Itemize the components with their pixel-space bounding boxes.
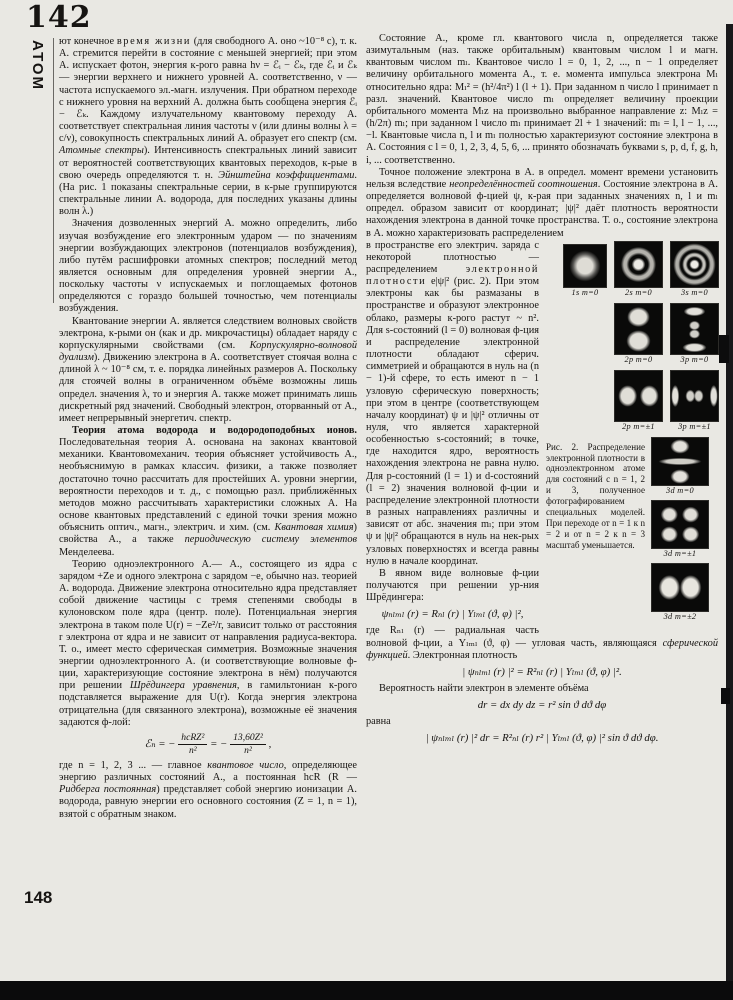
figure-row-p0-states <box>546 304 718 366</box>
figure-row-s-states <box>546 242 718 299</box>
paragraph: В явном виде волновые ф-ции получаются при решении ур-ния Шрёдингера: <box>366 567 539 604</box>
scan-edge-right <box>726 24 733 982</box>
orbital-label-2s: 2s m=0 <box>625 287 652 297</box>
orbital-image-2p-m1 <box>615 371 662 421</box>
scan-blot <box>721 688 730 704</box>
figure-item <box>652 564 708 623</box>
figure-item <box>564 245 606 299</box>
orbital-image-3d-m2 <box>652 564 708 611</box>
paragraph: Вероятность найти электрон в элементе объёма <box>379 682 589 694</box>
figure-item <box>615 371 662 433</box>
orbital-image-1s <box>564 245 606 287</box>
margin-title-label: АТОМ <box>29 40 46 92</box>
orbital-image-3d-m1 <box>652 501 708 548</box>
orbital-image-2p-m0 <box>615 304 662 354</box>
orbital-label-2p-m1: 2p m=±1 <box>622 421 655 431</box>
orbital-label-3s: 3s m=0 <box>681 287 708 297</box>
paragraph: Точное положение электрона в А. в определ. момент времени установить нельзя вследствие неопределённостей соотношения. Состояние электрона в А. определяется волновой ф-цией ψ, к-рая при заданных значениях n, l и mₗ определ. образом зависит от координат; |ψ|² даёт плотность вероятности нахождения электрона в данной точке пространства. Т. о., состояние электрона в А. можно характеризовать распределением <box>366 166 718 239</box>
paragraph: где n = 1, 2, 3 ... — главное квантовое число, определяющее энергию различных состояний А., а постоянная hcR (R — Ридберга постоянная) представляет собой энергию ионизации А. водорода, равную энергии его основного состояния (Z = 1, n = 1), взятой с обратным знаком. <box>59 759 357 820</box>
figure-caption: Рис. 2. Распределение электронной плотности в одноэлектронном атоме для состояний с n = 1, 2 и 3, полученное фотографированием специальных моделей. При переходе от n = 1 к n = 2 и от n = 2 к n = 3 масштаб уменьшается. <box>546 441 645 550</box>
paragraph: Квантование энергии А. является следствием волновых свойств электрона, к-рыми он (как и др. микрочастицы) обладает наряду с корпускулярными свойствами (см. Корпускулярно-волновой дуализм). Движению электрона в А. соответствует стоячая волна с длиной λ ~ 10⁻⁸ см, т. е. порядка линейных размеров А. Поскольку для стоячей волны в ограниченном объёме возможны лишь определ. значения λ, то и энергия А. также может принимать лишь дискретный ряд значений. Свободный электрон, оторванный от А., имеет непрерывный энергетич. спектр. <box>59 315 357 424</box>
orbital-label-3d-m1: 3d m=±1 <box>663 548 697 558</box>
probability-formula: | ψₙₗₘₗ (r) |² dr = R²ₙₗ (r) r² | Yₗₘₗ (ϑ, φ) |² sin ϑ dϑ dφ. <box>425 732 659 745</box>
figure-bottom <box>546 438 718 627</box>
orbital-label-3d-m2: 3d m=±2 <box>663 611 697 621</box>
orbital-image-2s <box>615 242 662 287</box>
orbital-label-2p-m0: 2p m=0 <box>624 354 653 364</box>
paragraph: Теорию одноэлектронного А.— А., состоящего из ядра с зарядом +Ze и одного электрона с зарядом −e, обычно наз. теорией А. водорода. Движение электрона относительно ядра представляет собой движение частицы с тремя степенями свободы в кулоновском поле ядра (центр. поле). Потенциальная энергия электрона в таком поле U(r) = −Ze²/r, зависит только от расстояния r электрона от ядра и не зависит от направления радиуса-вектора. Т. о., имеет место сферическая симметрия. Возможные значения энергии одноэлектронного А. (и соответствующие волновые ф-ции, характеризующие состояние электрона в нём) получаются при решении Шрёдингера уравнения, в гамильтониан к-рого подставляется выражение для U(r). Когда энергия электрона отрицательна (для связанного электрона), возможные её значения задаются ф-лой: <box>59 558 357 728</box>
figure-item <box>615 242 662 299</box>
paragraph: равна <box>366 715 391 727</box>
orbital-image-3s <box>671 242 718 287</box>
page-number-top: 142 <box>26 0 92 35</box>
scan-edge-bottom <box>0 981 733 1000</box>
formula-mid: = − <box>210 737 228 750</box>
figure-2 <box>546 242 718 627</box>
figure-item <box>615 304 662 366</box>
fraction <box>230 733 266 756</box>
scan-blot <box>719 335 729 363</box>
figure-item <box>652 501 708 560</box>
paragraph: в пространстве его электрич. заряда с некоторой плотностью — распределением электронной плотности e|ψ|² (рис. 2). При этом электроны как бы размазаны в пространстве и образуют электронное облако, размеры к-рого растут ~ n². Для s-состояний (l = 0) волновая ф-ция и распределение электронной плотности обладают сферич. симметрией и обращаются в нуль на (n − 1)-й сфере, то есть имеют n − 1 узловую сферическую поверхность; при этом в центре (соответствующем началу координат) ψ и |ψ|² отличны от нуля, что является характерной особенностью s-состояний; в точке, где находится ядро, вероятность нахождения электрона не равна нулю. Для p-состояний (l = 1) и d-состояний (l = 2) значения волновой ф-ции и распределение электронной плотности в разных направлениях различны и зависят от абс. значения mₗ; при этом ψ и |ψ|² обращаются в нуль на нек-рых узловых поверхностях и всегда равны нулю в начале координат. <box>366 239 539 567</box>
figure-item <box>671 371 718 433</box>
left-column <box>59 36 357 821</box>
paragraph: где Rₙₗ (r) — радиальная часть волновой ф-ции, а Yₗₘₗ (ϑ, φ) — угловая часть, являющаяся сферической функцией. Электронная плотность <box>366 625 718 661</box>
volume-element-formula: dr = dx dy dz = r² sin ϑ dϑ dφ <box>477 698 607 711</box>
figure-row-p1-states <box>546 371 718 433</box>
paragraph: Теория атома водорода и водородоподобных ионов. Последовательная теория А. основана на законах квантовой механики. Квантовомеханич. теория объясняет устойчивость А., необъяснимую в рамках классич. физики, а также позволяет достаточно точно рассчитать для простейших А. уровни энергии, вероятности переходов и т. д., с помощью разл. приближённых методов можно рассчитывать характеристики сложных А. На основе квантовых представлений с единой точки зрения можно объяснить оптич., магн., электрич. и хим. (см. Квантовая химия) свойства А., а также периодическую систему элементов Менделеева. <box>59 425 357 558</box>
denominator: n² <box>188 744 197 756</box>
figure-item <box>671 242 718 299</box>
figure-item <box>671 304 718 366</box>
density-formula: | ψₙₗₘₗ (r) |² = R²ₙₗ (r) | Yₗₘₗ (ϑ, φ) |². <box>462 665 622 678</box>
wavefunction-formula: ψₙₗₘₗ (r) = Rₙₗ (r) | Yₗₘₗ (ϑ, φ) |², <box>381 608 524 621</box>
denominator: n² <box>244 744 252 756</box>
paragraph: Значения дозволенных энергий А. можно определить, либо изучая возбуждение его электронным ударом — по значениям энергии возбуждающих электронов (потенциалов возбуждения), либо путём расшифровки атомных спектров; последний метод является основным для определения уровней энергии А., поскольку частоты ν испускаемых и поглощаемых фотонов определяются с гораздо большей точностью, чем потенциалы возбуждения. <box>59 218 357 315</box>
right-column <box>366 33 718 749</box>
page-number-bottom: 148 <box>24 888 53 907</box>
paragraph: Состояние А., кроме гл. квантового числа n, определяется также азимутальным (наз. также орбитальным) квантовым числом l и магн. квантовым числом mₗ. Квантовое число l = 0, 1, 2, ..., n − 1 определяет величину орбитального момента А., т. е. момента импульса электрона Mₗ относительно ядра: Mₗ² = (h²/4π²) l (l + 1). При заданном n число l принимает n разл. значений. Квантовое число mₗ определяет величину проекции орбитального момента Mₗz на произвольно выбранное направление z: Mₗz = (h/2π) mₗ; при заданном l число mₗ принимает 2l + 1 значений: mₗ = l, l − 1, ..., −l. Квантовые числа n, l и mₗ полностью характеризуют состояние электрона в А. Состояния с l = 0, 1, 2, 3, 4, 5, 6, ... принято обозначать буквами s, p, d, f, g, h, i, ... соответственно. <box>366 33 718 166</box>
formula-tail: , <box>268 737 272 750</box>
orbital-image-3d-m0 <box>652 438 708 485</box>
figure-item <box>652 438 708 497</box>
orbital-label-1s: 1s m=0 <box>571 287 599 297</box>
margin-title-atom <box>20 40 46 110</box>
paragraph: ют конечное время жизни (для свободного А. оно ~10⁻⁸ с), т. к. А. стремится перейти в состояние с меньшей энергией; при этом А. испускает фотон, энергия к-рого равна hν = ℰᵢ − ℰₖ, где ℰᵢ и ℰₖ — энергии верхнего и нижнего уровней А. соответственно, ν — частота испускаемого эл.-магн. излучения. При обратном переходе с нижнего уровня на верхний А. должна быть сообщена энергия ℰᵢ − ℰₖ. Каждому излучательному квантовому переходу А. соответствует спектральная линия частоты ν (или длины волны λ = c/ν), совокупность спектральных линий А. образует его спектр (см. Атомные спектры). Интенсивность спектральных линий зависит от вероятностей соответствующих квантовых переходов, к-рые в свою очередь определяются т. н. Эйнштейна коэффициентами. (На рис. 1 показаны спектральные серии, в к-рые группируются спектральные линии А. водорода, для последних указаны длины волн λ.) <box>59 36 358 218</box>
formula-lead: ℰₙ = − <box>144 737 176 750</box>
orbital-label-3d-m0: 3d m=0 <box>666 485 694 495</box>
margin-rule <box>53 38 54 303</box>
figure-column-d-states <box>652 438 708 627</box>
numerator: hcRZ² <box>178 733 207 745</box>
orbital-label-3p-m0: 3p m=0 <box>680 354 709 364</box>
numerator: 13,60Z² <box>230 733 266 745</box>
energy-formula <box>59 733 357 756</box>
orbital-image-3p-m1 <box>671 371 718 421</box>
orbital-image-3p-m0 <box>671 304 718 354</box>
fraction <box>178 733 207 756</box>
orbital-label-3p-m1: 3p m=±1 <box>678 421 711 431</box>
